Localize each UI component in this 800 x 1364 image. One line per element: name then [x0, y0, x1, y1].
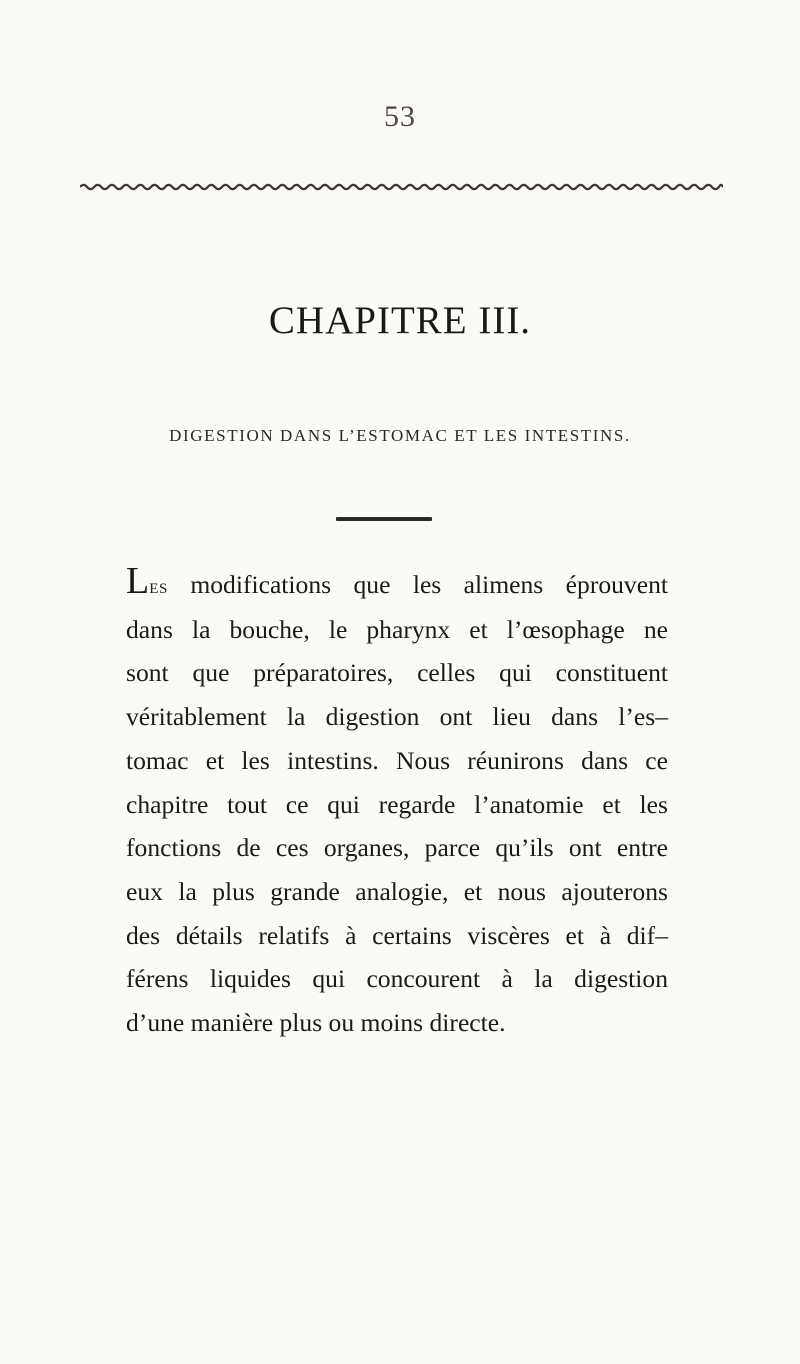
page-number: 53: [384, 100, 416, 133]
initial-word-rest: es: [149, 573, 168, 598]
body-paragraph: [126, 562, 668, 1045]
body-line: véritablement la digestion ont lieu dans l’es–: [126, 702, 668, 732]
body-line: tomac et les intestins. Nous réunirons dans ce: [126, 745, 668, 775]
wavy-ornament-rule: [80, 180, 723, 194]
body-line: férens liquides qui concourent à la digestion: [126, 964, 668, 994]
body-line: chapitre tout ce qui regarde l’anatomie et les: [126, 789, 668, 819]
body-line: des détails relatifs à certains viscères et à dif–: [126, 920, 668, 950]
body-line-first: [126, 562, 668, 608]
body-line: dans la bouche, le pharynx et l’œsophage ne: [126, 614, 668, 644]
initial-letter: L: [126, 560, 150, 602]
chapter-subtitle: DIGESTION DANS L’ESTOMAC ET LES INTESTINS.: [169, 426, 631, 445]
body-line: sont que préparatoires, celles qui constituent: [126, 658, 668, 688]
body-line: fonctions de ces organes, parce qu’ils ont entre: [126, 833, 668, 863]
body-line-last: d’une manière plus ou moins directe.: [126, 1008, 506, 1038]
body-line: eux la plus grande analogie, et nous ajouterons: [126, 876, 668, 906]
section-divider: [336, 517, 432, 521]
first-line-text: modifications que les alimens éprouvent: [167, 570, 668, 599]
chapter-title: CHAPITRE III.: [268, 299, 532, 342]
